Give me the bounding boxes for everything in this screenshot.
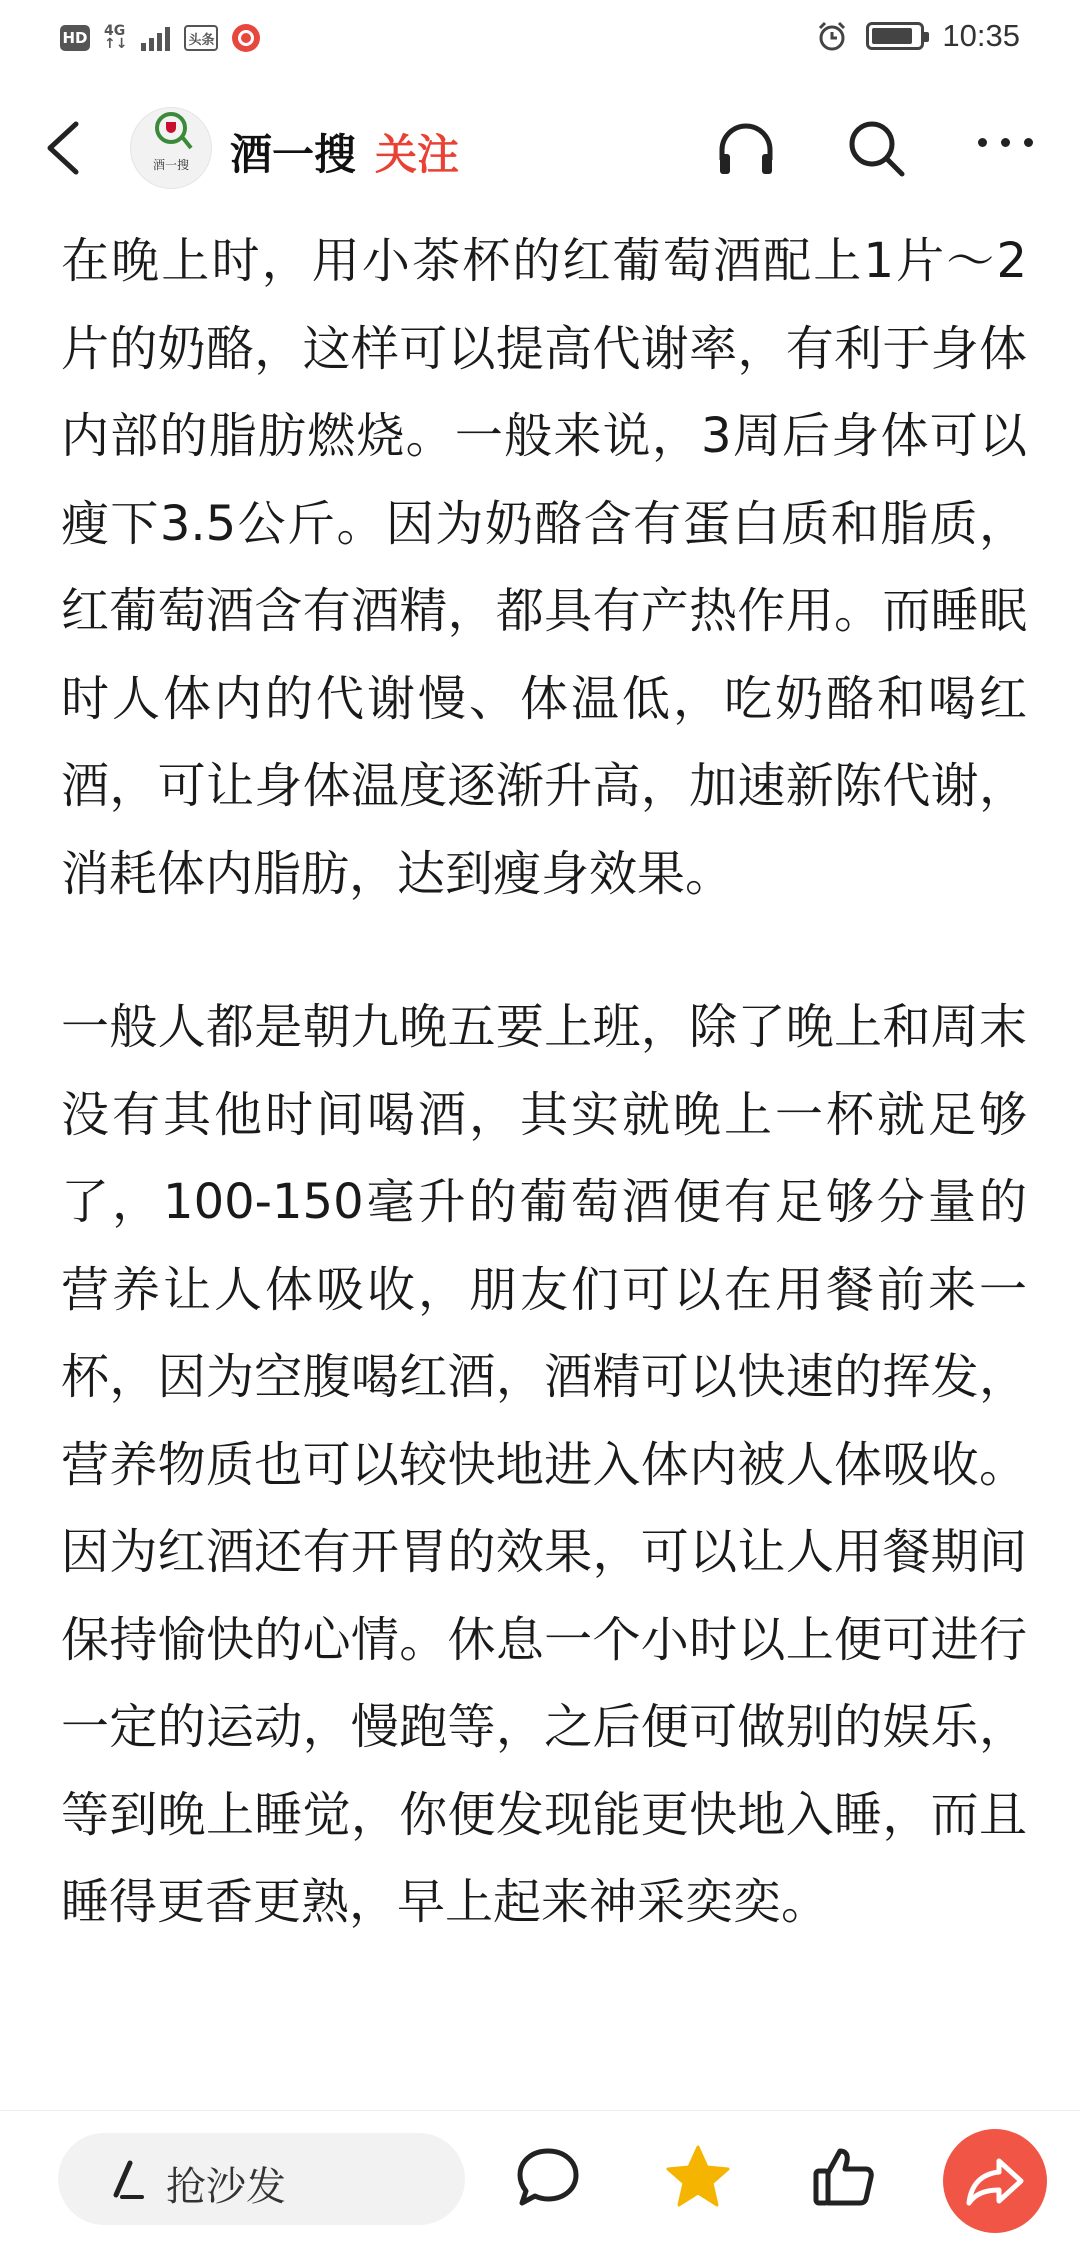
status-bar (0, 0, 1080, 82)
comment-icon[interactable] (512, 2141, 584, 2213)
share-button[interactable] (943, 2129, 1047, 2233)
article-header (0, 92, 1080, 204)
avatar[interactable]: 酒一搜 (130, 107, 212, 189)
search-icon[interactable] (842, 114, 910, 182)
network-indicator: 4G ↑↓ (104, 23, 128, 52)
back-icon[interactable] (36, 116, 96, 180)
like-icon[interactable] (808, 2141, 880, 2213)
comment-placeholder: 抢沙发 (166, 2164, 286, 2210)
battery-icon (866, 22, 924, 50)
star-icon[interactable] (662, 2141, 734, 2213)
hd-badge: HD (60, 25, 90, 51)
follow-button[interactable]: 关注 (375, 130, 460, 179)
wine-logo-icon (131, 108, 211, 156)
article-paragraph: 在晚上时，用小茶杯的红葡萄酒配上1片～2片的奶酪，这样可以提高代谢率，有利于身体内部的脂肪燃烧。一般来说，3周后身体可以瘦下3.5公斤。因为奶酪含有蛋白质和脂质，红葡萄酒含有酒精，都具有产热作用。而睡眠时人体内的代谢慢、体温低，吃奶酪和喝红酒，可让身体温度逐渐升高，加速新陈代谢，消耗体内脂肪，达到瘦身效果。 (61, 233, 1027, 902)
bottom-action-bar (0, 2110, 1080, 2245)
headphones-icon[interactable] (712, 114, 780, 182)
pen-icon (100, 2155, 148, 2203)
alarm-icon (816, 20, 848, 52)
more-icon[interactable] (978, 138, 1033, 147)
article-body (61, 218, 1027, 1947)
notification-icon (232, 24, 260, 52)
share-icon (963, 2149, 1027, 2213)
signal-icon (141, 25, 170, 51)
clock: 10:35 (942, 18, 1020, 53)
comment-input[interactable] (58, 2133, 465, 2225)
channel-name[interactable]: 酒一搜 (230, 130, 357, 179)
toutiao-badge: 头条 (184, 25, 218, 51)
article-paragraph: 一般人都是朝九晚五要上班，除了晚上和周末没有其他时间喝酒，其实就晚上一杯就足够了，100-150毫升的葡萄酒便有足够分量的营养让人体吸收，朋友们可以在用餐前来一杯，因为空腹喝红酒，酒精可以快速的挥发，营养物质也可以较快地进入体内被人体吸收。因为红酒还有开胃的效果，可以让人用餐期间保持愉快的心情。休息一个小时以上便可进行一定的运动，慢跑等，之后便可做别的娱乐，等到晚上睡觉，你便发现能更快地入睡，而且睡得更香更熟，早上起来神采奕奕。 (61, 999, 1027, 1930)
